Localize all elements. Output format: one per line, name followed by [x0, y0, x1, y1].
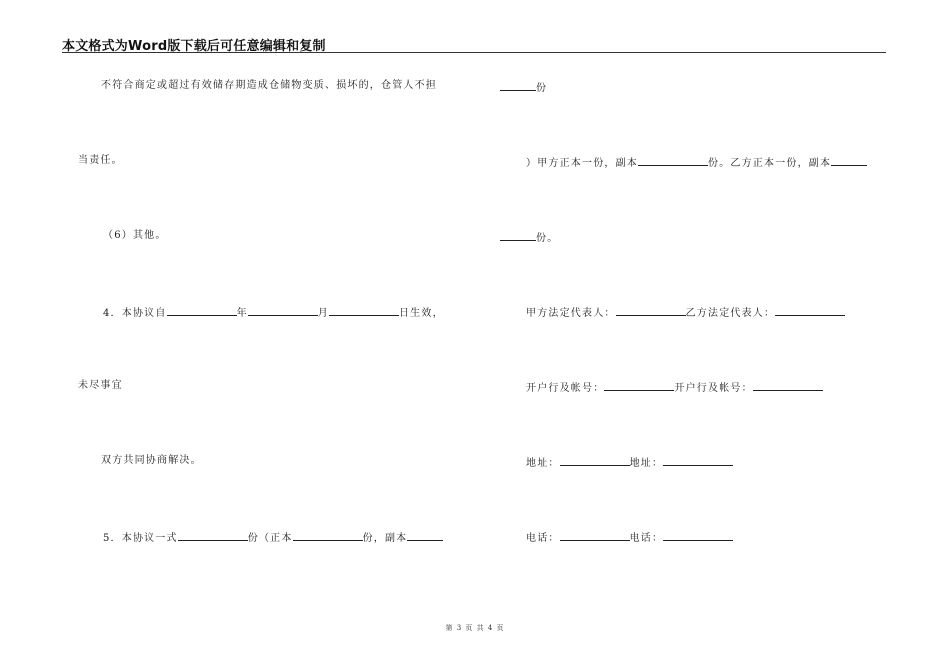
original-label: 份（正本	[247, 533, 293, 544]
month-blank	[248, 305, 318, 316]
clause-text-line-2: 当责任。	[78, 155, 123, 166]
clause-5-copies	[103, 530, 443, 545]
clause-text-line-5: 未尽事宜	[78, 380, 123, 391]
clause-4-effective-date	[103, 305, 444, 320]
party-a-copies-label: ）甲方正本一份，副本	[526, 158, 638, 169]
party-b-copies-label: 份。乙方正本一份，副本	[708, 158, 832, 169]
clause-text-line-1: 不符合商定或超过有效储存期造成仓储物变质、损坏的，仓管人不担	[101, 80, 437, 91]
clause-5-label: 5．本协议一式	[103, 533, 178, 544]
party-a-duplicate-blank	[638, 155, 708, 166]
day-label: 日生效，	[398, 308, 444, 319]
copies-unit-label: 份	[536, 83, 548, 94]
party-b-phone-label: 电话：	[629, 533, 664, 544]
party-b-rep-blank	[775, 305, 845, 316]
party-a-phone-blank	[560, 530, 630, 541]
document-header-title: 本文格式为Word版下载后可任意编辑和复制	[62, 39, 326, 54]
duplicate-blank	[407, 530, 443, 541]
year-blank	[167, 305, 237, 316]
copies-blank	[178, 530, 248, 541]
day-blank	[329, 305, 399, 316]
party-a-address-blank	[560, 455, 630, 466]
party-a-rep-blank	[616, 305, 686, 316]
duplicate-label: 份，副本	[362, 533, 408, 544]
party-b-duplicate-blank-cont	[500, 230, 536, 241]
party-b-phone-blank	[663, 530, 733, 541]
clause-item-6: （6）其他。	[103, 230, 167, 241]
year-label: 年	[236, 308, 248, 319]
bank-accounts	[526, 380, 823, 395]
party-a-address-label: 地址：	[526, 458, 560, 469]
copies-end-label: 份。	[536, 233, 559, 244]
month-label: 月	[317, 308, 329, 319]
party-a-bank-blank	[604, 380, 674, 391]
party-a-rep-label: 甲方法定代表人：	[526, 308, 616, 319]
addresses	[526, 455, 733, 470]
party-b-bank-label: 开户行及帐号：	[674, 383, 753, 394]
original-blank	[293, 530, 363, 541]
party-b-address-blank	[663, 455, 733, 466]
party-b-rep-label: 乙方法定代表人：	[685, 308, 776, 319]
party-b-duplicate-blank	[831, 155, 867, 166]
page-number-footer: 第 3 页 共 4 页	[445, 624, 505, 632]
party-a-bank-label: 开户行及帐号：	[526, 383, 605, 394]
clause-text-line-6: 双方共同协商解决。	[101, 455, 202, 466]
right-copies-line-2	[526, 155, 867, 170]
party-a-phone-label: 电话：	[526, 533, 560, 544]
clause-4-label: 4．本协议自	[103, 308, 167, 319]
legal-representatives	[526, 305, 845, 320]
copies-continued-blank	[500, 80, 536, 91]
phones	[526, 530, 733, 545]
right-copies-line-1	[500, 80, 547, 95]
party-b-bank-blank	[753, 380, 823, 391]
party-b-address-label: 地址：	[629, 458, 664, 469]
right-copies-line-3	[500, 230, 558, 245]
header-divider	[62, 52, 886, 53]
